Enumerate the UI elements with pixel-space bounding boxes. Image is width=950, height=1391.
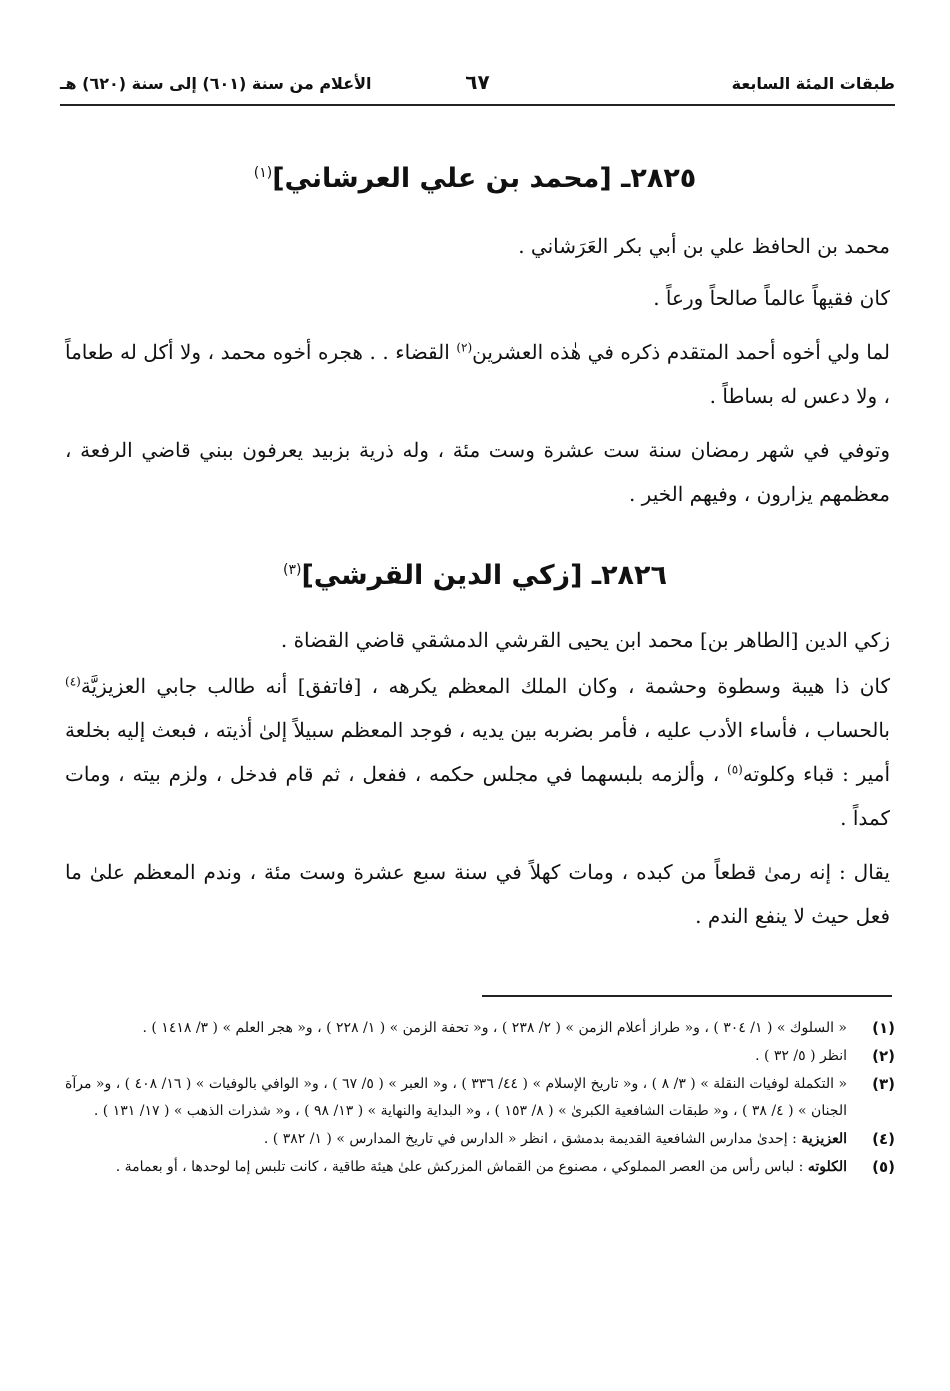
paragraph-text: ، وألزمه بلبسهما في مجلس حكمه ، ففعل ، ثم قام فدخل ، ولزم بيته ، ومات كمداً . bbox=[65, 762, 890, 830]
footnote-term: الكلوته bbox=[807, 1159, 847, 1175]
header-section-title: طبقات المئة السابعة bbox=[731, 74, 895, 93]
paragraph-text: لما ولي أخوه أحمد المتقدم ذكره في هٰذه العشرين bbox=[472, 340, 891, 364]
paragraph-text: وتوفي في شهر رمضان سنة ست عشرة وست مئة ، وله ذرية بزبيد يعرفون ببني قاضي الرفعة ، معظمهم يزارون ، وفيهم الخير . bbox=[65, 438, 890, 506]
paragraph-text: القضاء . . هجره أخوه محمد ، ولا أكل له طعاماً ، ولا دعس له بساطاً . bbox=[65, 340, 890, 408]
footnote bbox=[65, 1071, 895, 1125]
footnote-ref: (٢) bbox=[456, 340, 473, 355]
footnote bbox=[65, 1015, 895, 1042]
paragraph bbox=[65, 276, 890, 320]
paragraph bbox=[65, 850, 890, 938]
footnote-ref: (٥) bbox=[727, 762, 743, 777]
footnote-text bbox=[65, 1154, 847, 1181]
paragraph-text: بالحساب ، فأساء الأدب عليه ، فأمر بضربه بين يديه ، فوجد المعظم سبيلاً إلىٰ أذيته ، فبعث إليه بخلعة أمير : قباء وكلوته bbox=[65, 718, 891, 786]
footnote-text: انظر ( ٥/ ٣٢ ) . bbox=[755, 1048, 847, 1064]
footnote-ref: (٤) bbox=[65, 674, 81, 689]
footnote-text: « التكملة لوفيات النقلة » ( ٣/ ٨ ) ، و« تاريخ الإسلام » ( ٤٤/ ٣٣٦ ) ، و« العبر » ( ٥/ ٦٧ ) ، و« الوافي بالوفيات » ( ١٦/ ٤٠٨ ) ، و« مرآة الجنان » ( ٤/ ٣٨ ) ، و« طبقات الشافعية الكبرىٰ » ( ٨/ ١٥٣ ) ، و« البداية والنهاية » ( ١٣/ ٩٨ ) ، و« شذرات الذهب » ( ١٧/ ١٣١ ) . bbox=[65, 1076, 848, 1119]
entry-title bbox=[60, 560, 890, 591]
footnote bbox=[65, 1126, 895, 1153]
footnote-number: (١) bbox=[872, 1019, 895, 1037]
entry-title-text: ٢٨٢٦ـ [زكي الدين القرشي] bbox=[301, 560, 667, 591]
paragraph bbox=[65, 664, 890, 840]
footnote bbox=[65, 1154, 895, 1181]
footnote-number: (٣) bbox=[872, 1075, 895, 1093]
footnote-text bbox=[65, 1126, 847, 1153]
footnote-number: (٥) bbox=[872, 1158, 895, 1176]
footnote bbox=[65, 1043, 895, 1070]
paragraph-text: كان فقيهاً عالماً صالحاً ورعاً . bbox=[653, 286, 890, 310]
running-header bbox=[60, 70, 895, 100]
footnote-divider bbox=[482, 995, 892, 997]
paragraph-text: كان ذا هيبة وسطوة وحشمة ، وكان الملك المعظم يكرهه ، [فاتفق] أنه طالب جابي العزيزيَّة bbox=[80, 674, 890, 698]
entry-title-text: ٢٨٢٥ـ [محمد بن علي العرشاني] bbox=[272, 163, 697, 194]
footnotes bbox=[65, 1015, 895, 1182]
paragraph-text: زكي الدين [الطاهر بن] محمد ابن يحيى القرشي الدمشقي قاضي القضاة . bbox=[280, 628, 890, 652]
paragraph bbox=[65, 428, 890, 516]
footnote-definition: : لباس رأس من العصر المملوكي ، مصنوع من القماش المزركش علىٰ هيئة طاقية ، كانت تلبس إما لوحدها ، أو بعمامة . bbox=[115, 1159, 804, 1175]
paragraph bbox=[65, 618, 890, 662]
footnote-text: « السلوك » ( ١/ ٣٠٤ ) ، و« طراز أعلام الزمن » ( ٢/ ٢٣٨ ) ، و« تحفة الزمن » ( ١/ ٢٢٨ ) ، و« هجر العلم » ( ٣/ ١٤١٨ ) . bbox=[142, 1020, 847, 1036]
paragraph-text: يقال : إنه رمىٰ قطعاً من كبده ، ومات كهلاً في سنة سبع عشرة وست مئة ، وندم المعظم علىٰ ما فعل حيث لا ينفع الندم . bbox=[65, 860, 890, 928]
paragraph-text: محمد بن الحافظ علي بن أبي بكر العَرَشاني . bbox=[518, 234, 890, 258]
paragraph bbox=[65, 224, 890, 268]
header-divider bbox=[60, 104, 895, 106]
paragraph bbox=[65, 330, 890, 418]
page-number: ٦٧ bbox=[465, 70, 490, 94]
footnote-number: (٢) bbox=[872, 1047, 895, 1065]
entry-title bbox=[60, 163, 890, 194]
footnote-ref: (١) bbox=[253, 165, 273, 181]
footnote-ref: (٣) bbox=[283, 562, 302, 578]
footnote-number: (٤) bbox=[872, 1130, 895, 1148]
footnote-definition: : إحدىٰ مدارس الشافعية القديمة بدمشق ، انظر « الدارس في تاريخ المدارس » ( ١/ ٣٨٢ ) . bbox=[263, 1131, 797, 1147]
header-range-title: الأعلام من سنة (٦٠١) إلى سنة (٦٢٠) هـ bbox=[60, 74, 372, 93]
footnote-term: العزيزية bbox=[801, 1131, 847, 1147]
